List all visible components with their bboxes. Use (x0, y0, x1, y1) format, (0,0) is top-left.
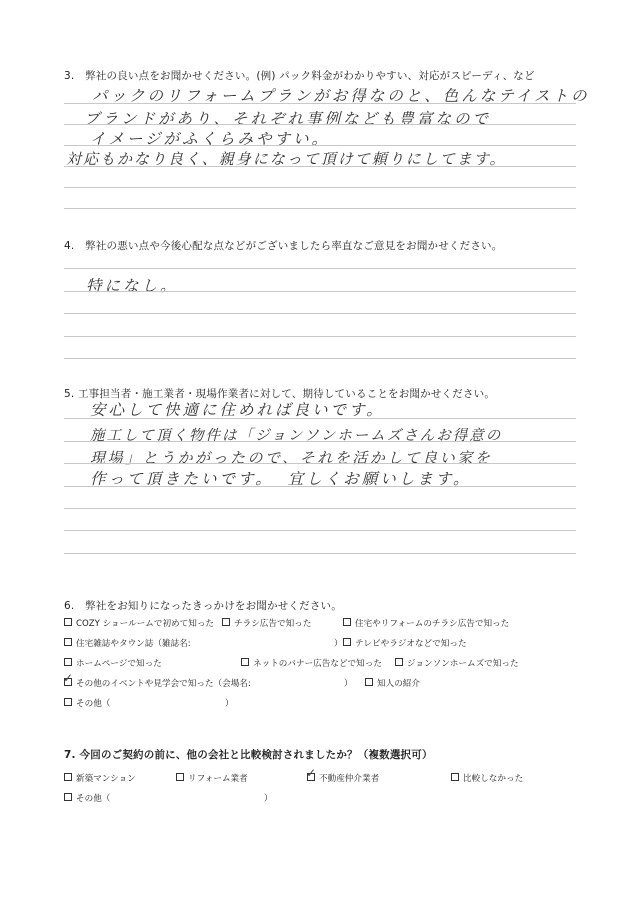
checkbox[interactable] (64, 773, 72, 781)
q6-option-cozy-showroom[interactable] (64, 617, 214, 629)
checkbox[interactable] (64, 793, 72, 801)
option-label: 新築マンション (76, 774, 136, 784)
q3-answer-line-3: イメージがふくらみやすい。 (90, 130, 331, 148)
q6-option-johnson-homes[interactable] (395, 657, 519, 669)
question-5: 5. 工事担当者・施工業者・現場作業者に対して、期待していることをお聞かせください。 (64, 388, 496, 400)
q7-other-close: ） (264, 794, 273, 804)
q3-rule-4 (64, 166, 576, 167)
q3-rule-1 (64, 103, 576, 104)
q4-rule-1 (64, 268, 576, 269)
q3-answer-line-2: ブランドがあり、それぞれ事例なども豊富なので (84, 110, 492, 128)
q7-option-other[interactable] (64, 792, 110, 804)
checkbox[interactable] (64, 658, 72, 666)
option-label: ジョンソンホームズで知った (407, 659, 519, 669)
checkbox[interactable] (64, 618, 72, 626)
checkbox[interactable] (64, 698, 72, 706)
q6-option-housing-flyer[interactable] (343, 617, 509, 629)
q5-rule-7 (64, 553, 576, 554)
q3-answer-line-4: 対応もかなり良く、親身になって頂けて頼りにしてます。 (66, 150, 507, 168)
checkbox[interactable] (241, 658, 249, 666)
option-label: COZY ショールームで初めて知った (76, 619, 215, 629)
checkbox-checked[interactable] (64, 678, 72, 686)
q7-option-new-condo[interactable] (64, 772, 136, 784)
q7-option-no-comparison[interactable] (451, 772, 523, 784)
q6-option-referral[interactable] (365, 677, 420, 689)
option-label: その他（ (76, 794, 111, 804)
checkbox[interactable] (176, 773, 184, 781)
option-label: 住宅やリフォームのチラシ広告で知った (355, 619, 510, 629)
option-label: ネットのバナー広告などで知った (253, 659, 382, 669)
checkbox[interactable] (222, 618, 230, 626)
q5-rule-1 (64, 418, 576, 419)
q5-answer-line-4b: 宜しくお願いします。 (287, 470, 472, 488)
q3-rule-6 (64, 208, 576, 209)
q6-option-flyer[interactable] (222, 617, 311, 629)
q6-option-tv-radio[interactable] (343, 637, 467, 649)
q5-rule-2 (64, 441, 576, 442)
checkbox[interactable] (64, 638, 72, 646)
q4-rule-5 (64, 358, 576, 359)
q6-option-banner-ad[interactable] (241, 657, 382, 669)
question-6: 6. 弊社をお知りになったきっかけをお聞かせください。 (64, 600, 342, 612)
q6-option-homepage[interactable] (64, 657, 162, 669)
q5-rule-5 (64, 508, 576, 509)
q6-event-close: ） (344, 679, 353, 689)
checkbox[interactable] (365, 678, 373, 686)
q3-rule-3 (64, 145, 576, 146)
q5-rule-6 (64, 530, 576, 531)
question-7: 7. 今回のご契約の前に、他の会社と比較検討されましたか？（複数選択可） (64, 749, 433, 761)
option-label: 比較しなかった (463, 774, 524, 784)
q6-option-event[interactable] (64, 677, 251, 689)
checkbox[interactable] (343, 638, 351, 646)
option-label: 住宅雑誌やタウン誌（雑誌名: (76, 639, 191, 649)
option-label: リフォーム業者 (188, 774, 248, 784)
checkbox[interactable] (343, 618, 351, 626)
option-label: テレビやラジオなどで知った (355, 639, 467, 649)
checkbox-checked[interactable] (307, 773, 315, 781)
checkbox[interactable] (451, 773, 459, 781)
q5-rule-4 (64, 486, 576, 487)
question-3: 3. 弊社の良い点をお聞かせください。(例) パック料金がわかりやすい、対応がスピーディ、など (64, 70, 535, 82)
q4-rule-4 (64, 336, 576, 337)
q5-answer-line-4a: 作って頂きたいです。 (90, 470, 274, 488)
q6-other-close: ） (225, 699, 234, 709)
option-label: ホームページで知った (76, 659, 162, 669)
q7-option-reform-company[interactable] (176, 772, 248, 784)
option-label: 知人の紹介 (377, 679, 420, 689)
q7-option-real-estate-agent[interactable] (307, 772, 379, 784)
q3-answer-line-1: パックのリフォームプランがお得なのと、色んなテイストの (92, 87, 590, 105)
q6-option-magazine[interactable] (64, 637, 191, 649)
q6-magazine-close: ） (334, 639, 343, 649)
checkbox[interactable] (395, 658, 403, 666)
q5-answer-line-2: 施工して頂く物件は「ジョンソンホームズさんお得意の (90, 428, 503, 444)
q5-answer-line-3: 現場」とうかがったので、それを活かして良い家を (90, 449, 493, 467)
q4-answer-line-1: 特になし。 (86, 277, 179, 295)
q4-rule-2 (64, 291, 576, 292)
option-label: チラシ広告で知った (234, 619, 312, 629)
q3-rule-2 (64, 124, 576, 125)
q5-answer-line-1: 安心して快適に住めれば良いです。 (90, 401, 385, 419)
q4-rule-3 (64, 313, 576, 314)
option-label: その他のイベントや見学会で知った（会場名: (76, 679, 251, 689)
q6-option-other[interactable] (64, 697, 110, 709)
q5-rule-3 (64, 463, 576, 464)
option-label: その他（ (76, 699, 111, 709)
q3-rule-5 (64, 187, 576, 188)
question-4: 4. 弊社の悪い点や今後心配な点などがございましたら率直なご意見をお聞かせください。 (64, 240, 503, 252)
option-label: 不動産仲介業者 (319, 774, 380, 784)
